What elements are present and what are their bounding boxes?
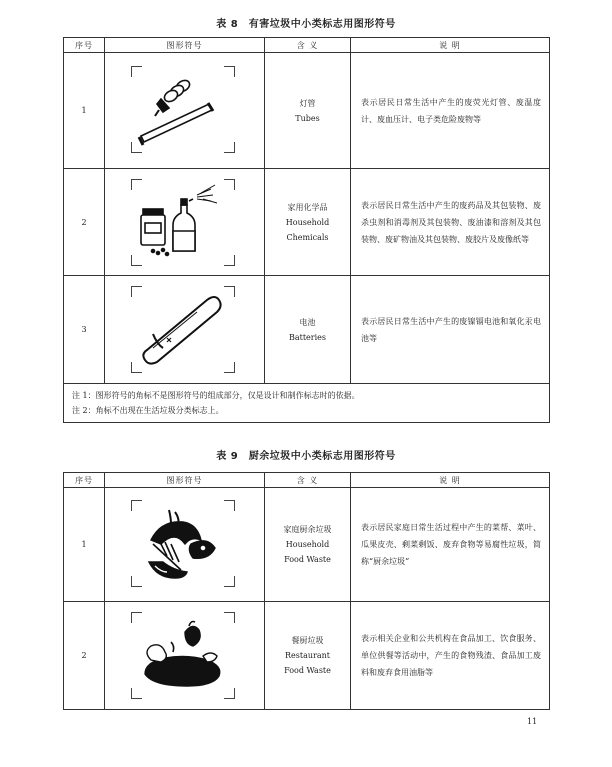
meaning-zh: 餐厨垃圾 xyxy=(291,636,324,645)
desc-cell: 表示居民家庭日常生活过程中产生的菜帮、菜叶、瓜果皮壳、剩菜剩饭、废弃食物等易腐性垃圾，简称“厨余垃圾” xyxy=(351,488,550,602)
meaning-zh: 家庭厨余垃圾 xyxy=(283,525,332,534)
chemicals-icon xyxy=(131,179,235,266)
desc-cell: 表示居民日常生活中产生的废荧光灯管、废温度计、废血压计、电子类危险废物等 xyxy=(351,53,550,169)
header-symbol: 图形符号 xyxy=(105,38,265,53)
table9-header-row xyxy=(64,473,550,488)
meaning-cell xyxy=(265,488,351,602)
fluorescent-tube-icon xyxy=(131,66,235,153)
battery-icon xyxy=(131,286,235,373)
symbol-frame xyxy=(131,500,235,587)
table9 xyxy=(63,472,550,710)
row-num: 2 xyxy=(64,169,105,276)
meaning-en: Household xyxy=(285,217,330,227)
header-meaning: 含 义 xyxy=(265,38,351,53)
row-num: 1 xyxy=(64,53,105,169)
symbol-cell xyxy=(105,276,265,384)
table8-caption: 表 8 有害垃圾中小类标志用图形符号 xyxy=(216,19,396,30)
note-1: 注 1：图形符号的角标不是图形符号的组成部分，仅是设计和制作标志时的依据。 xyxy=(72,391,360,400)
restaurant-food-waste-icon xyxy=(131,612,235,699)
symbol-frame xyxy=(131,612,235,699)
desc-cell: 表示居民日常生活中产生的废镍镉电池和氧化汞电池等 xyxy=(351,276,550,384)
meaning-en: Tubes xyxy=(295,113,320,123)
table-row xyxy=(64,53,550,169)
meaning-cell xyxy=(265,602,351,710)
meaning-en2: Chemicals xyxy=(286,232,329,242)
meaning-en: Batteries xyxy=(288,332,327,342)
table-row xyxy=(64,169,550,276)
meaning-cell xyxy=(265,53,351,169)
header-symbol: 图形符号 xyxy=(105,473,265,488)
row-num: 3 xyxy=(64,276,105,384)
meaning-zh: 家用化学品 xyxy=(287,202,328,212)
note-2: 注 2：角标不出现在生活垃圾分类标志上。 xyxy=(72,406,224,415)
symbol-frame xyxy=(131,286,235,373)
row-num: 1 xyxy=(64,488,105,602)
table-row xyxy=(64,488,550,602)
symbol-cell xyxy=(105,488,265,602)
meaning-en2: Food Waste xyxy=(284,555,331,564)
table8-header-row xyxy=(64,38,550,53)
desc-cell: 表示相关企业和公共机构在食品加工、饮食服务、单位供餐等活动中，产生的食物残渣、食品加工废料和废弃食用油脂等 xyxy=(351,602,550,710)
header-num: 序号 xyxy=(64,38,105,53)
symbol-frame xyxy=(131,179,235,266)
table8 xyxy=(63,37,550,423)
symbol-cell xyxy=(105,53,265,169)
symbol-cell xyxy=(105,169,265,276)
table-row xyxy=(64,276,550,384)
meaning-zh: 灯管 xyxy=(299,98,316,108)
header-desc: 说 明 xyxy=(351,38,550,53)
household-food-waste-icon xyxy=(131,500,235,587)
page-number: 11 xyxy=(527,717,538,726)
header-num: 序号 xyxy=(64,473,105,488)
meaning-zh: 电池 xyxy=(299,317,316,327)
meaning-en: Restaurant xyxy=(285,651,330,660)
meaning-en: Household xyxy=(285,540,330,549)
meaning-en2: Food Waste xyxy=(284,666,331,675)
symbol-cell xyxy=(105,602,265,710)
table8-notes-row xyxy=(64,384,550,423)
desc-cell: 表示居民日常生活中产生的废药品及其包装物、废杀虫剂和消毒剂及其包装物、废油漆和溶剂及其包装物、废矿物油及其包装物、废胶片及废像纸等 xyxy=(351,169,550,276)
table-row xyxy=(64,602,550,710)
row-num: 2 xyxy=(64,602,105,710)
header-desc: 说 明 xyxy=(351,473,550,488)
notes-cell xyxy=(64,384,550,423)
meaning-cell xyxy=(265,276,351,384)
symbol-frame xyxy=(131,66,235,153)
meaning-cell xyxy=(265,169,351,276)
table9-caption: 表 9 厨余垃圾中小类标志用图形符号 xyxy=(216,451,396,462)
header-meaning: 含 义 xyxy=(265,473,351,488)
